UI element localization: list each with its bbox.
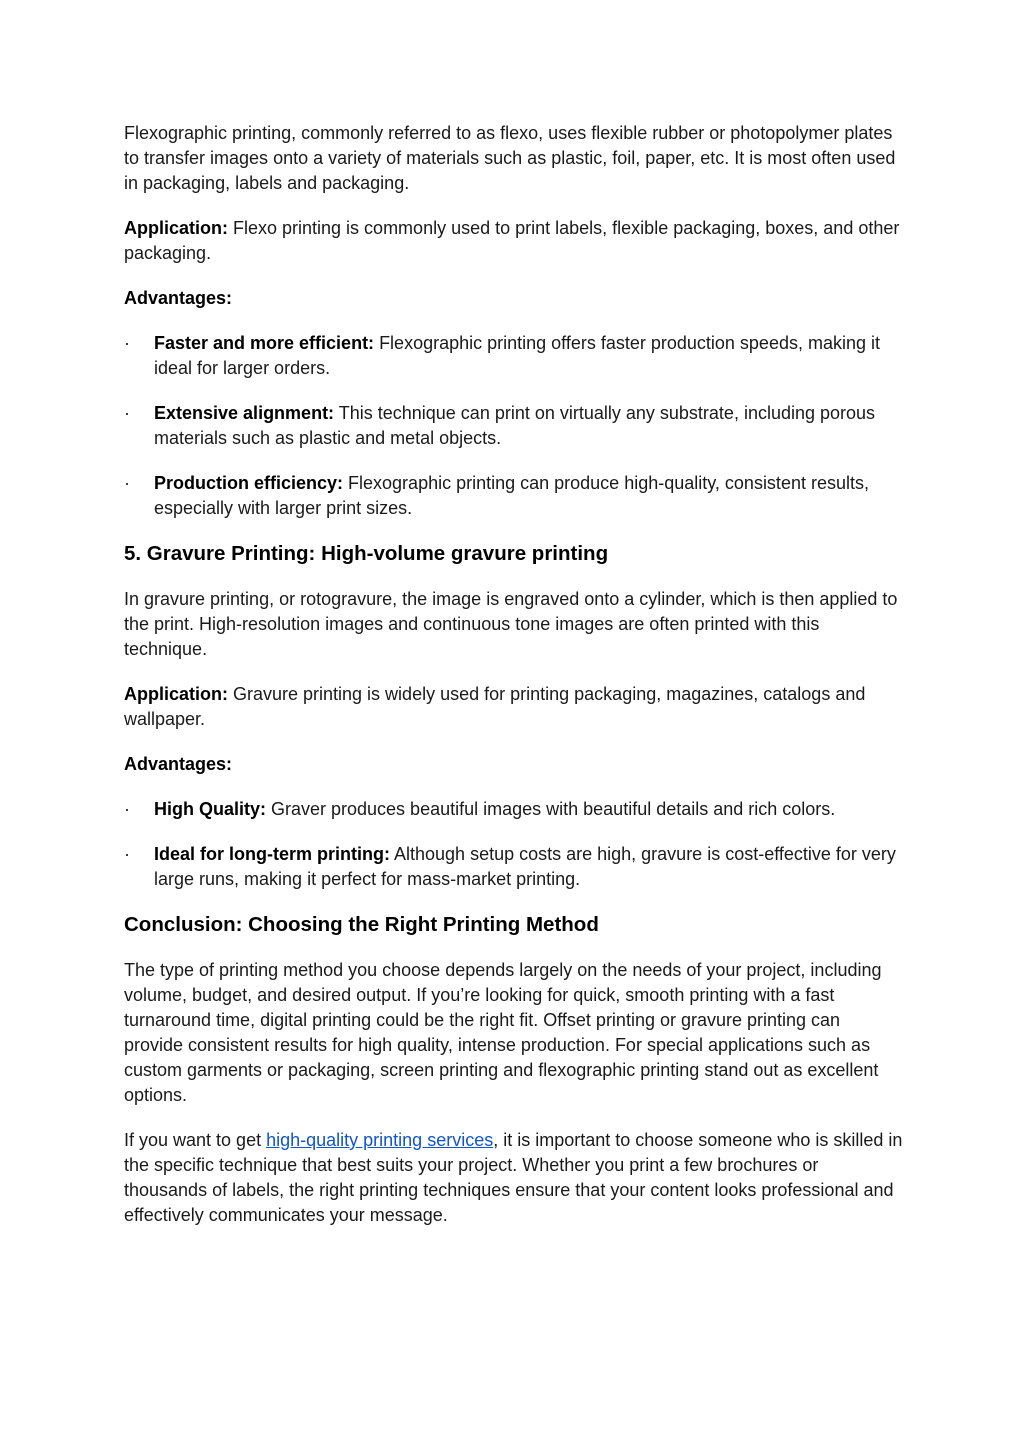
- gravure-advantages-label: Advantages:: [124, 754, 233, 774]
- bullet-text: Flexographic printing can produce high-quality, consistent results, especially with larger print sizes.: [154, 473, 869, 518]
- bullet-text: Graver produces beautiful images with beautiful details and rich colors.: [266, 799, 836, 819]
- bullet-title: Faster and more efficient:: [154, 333, 375, 353]
- bullet-dot: ·: [124, 844, 130, 864]
- bullet-dot: ·: [124, 333, 130, 353]
- bullet-title: High Quality:: [154, 799, 266, 819]
- application-text: Flexo printing is commonly used to print labels, flexible packaging, boxes, and other packaging.: [124, 218, 900, 263]
- bullet-title: Ideal for long-term printing:: [154, 844, 390, 864]
- conclusion-paragraph: The type of printing method you choose depends largely on the needs of your project, including volume, budget, and desired output. If you’re looking for quick, smooth printing with a fast turnaround time, digital printing could be the right fit. Offset printing or gravure printing can provide consistent results for high quality, intense production. For special applications such as custom garments or packaging, screen printing and flexographic printing stand out as excellent options.: [124, 960, 882, 1105]
- flexo-intro-paragraph: Flexographic printing, commonly referred to as flexo, uses flexible rubber or photopolymer plates to transfer images onto a variety of materials such as plastic, foil, paper, etc. It is most often used in packaging, labels and packaging.: [124, 123, 896, 193]
- bullet-title: Extensive alignment:: [154, 403, 335, 423]
- bullet-title: Production efficiency:: [154, 473, 344, 493]
- gravure-heading: 5. Gravure Printing: High-volume gravure printing: [124, 542, 609, 565]
- gravure-intro-paragraph: In gravure printing, or rotogravure, the image is engraved onto a cylinder, which is then applied to the print. High-resolution images and continuous tone images are often printed with this technique.: [124, 589, 898, 659]
- bullet-dot: ·: [124, 473, 130, 493]
- list-item: [124, 401, 904, 451]
- printing-services-link[interactable]: high-quality printing services: [266, 1130, 494, 1150]
- application-label: Application:: [124, 218, 228, 238]
- bullet-text: Although setup costs are high, gravure is cost-effective for very large runs, making it perfect for mass-market printing.: [154, 844, 896, 889]
- list-item: [124, 331, 904, 381]
- flexo-application-paragraph: [124, 216, 904, 266]
- list-item: [124, 842, 904, 892]
- bullet-dot: ·: [124, 403, 130, 423]
- bullet-text: This technique can print on virtually any substrate, including porous materials such as plastic and metal objects.: [154, 403, 876, 448]
- application-text: Gravure printing is widely used for printing packaging, magazines, catalogs and wallpaper.: [124, 684, 866, 729]
- list-item: [124, 471, 904, 521]
- gravure-application-paragraph: [124, 682, 904, 732]
- application-label: Application:: [124, 684, 228, 704]
- conclusion-heading: Conclusion: Choosing the Right Printing Method: [124, 913, 599, 936]
- list-item: [124, 797, 904, 822]
- document-page: [124, 121, 904, 1248]
- bullet-text: Flexographic printing offers faster production speeds, making it ideal for larger orders.: [154, 333, 880, 378]
- final-paragraph: If you want to get high-quality printing services, it is important to choose someone who is skilled in the specific technique that best suits your project. Whether you print a few brochures or thousands of labels, the right printing techniques ensure that your content looks professional and effectively communicates your message.: [124, 1130, 903, 1225]
- flexo-advantages-label: Advantages:: [124, 288, 233, 308]
- bullet-dot: ·: [124, 799, 130, 819]
